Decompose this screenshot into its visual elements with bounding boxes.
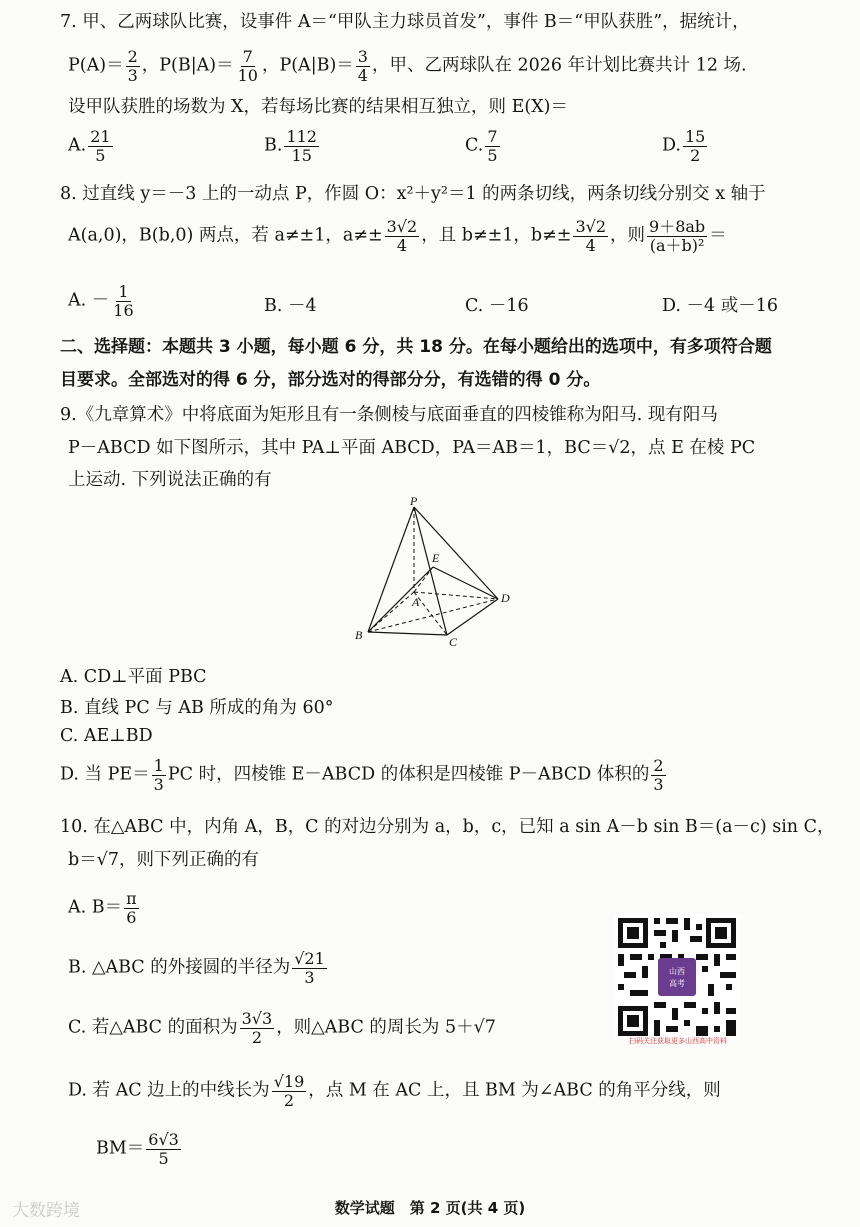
q7-stem-line1: 7. 甲、乙两球队比赛，设事件 A＝“甲队主力球员首发”，事件 B＝“甲队获胜”，据统计， bbox=[60, 12, 750, 32]
frac-num: √21 bbox=[294, 949, 325, 968]
watermark: 大数跨境 bbox=[12, 1201, 80, 1221]
label-d: D bbox=[501, 591, 510, 605]
frac-den: 2 bbox=[283, 1090, 295, 1110]
frac bbox=[88, 128, 112, 164]
frac-num: 21 bbox=[90, 127, 111, 146]
frac-den: (a＋b)² bbox=[649, 235, 705, 255]
frac bbox=[651, 757, 665, 793]
opt-text: D. 当 PE＝ bbox=[60, 764, 150, 785]
frac-num: 9＋8ab bbox=[649, 217, 706, 236]
q10-option-d-cont bbox=[96, 1131, 183, 1167]
qr-logo-text-2: 高考 bbox=[669, 979, 685, 988]
opt-label: D. bbox=[662, 135, 681, 156]
q8-option-c: C. －16 bbox=[465, 296, 529, 316]
frac-den: 3 bbox=[153, 774, 164, 794]
frac bbox=[111, 283, 135, 319]
q9-stem-line3: 上运动. 下列说法正确的有 bbox=[68, 470, 272, 490]
frac bbox=[647, 218, 707, 254]
q9-option-a: A. CD⊥平面 PBC bbox=[60, 667, 207, 687]
q10-option-c bbox=[68, 1010, 496, 1046]
opt-text: ，点 M 在 AC 上，且 BM 为∠ABC 的角平分线，则 bbox=[308, 1080, 721, 1101]
opt-text: ，则△ABC 的周长为 5＋√7 bbox=[276, 1017, 496, 1038]
frac-den: 5 bbox=[95, 145, 106, 165]
q7-option-b bbox=[264, 128, 321, 164]
q7-text: ，P(A|B)＝ bbox=[261, 55, 354, 76]
q7-frac-pab bbox=[356, 48, 370, 84]
frac-den: 4 bbox=[357, 65, 368, 85]
frac-num: 1 bbox=[118, 282, 129, 301]
q10-option-b bbox=[68, 950, 329, 986]
q7-frac-pa bbox=[126, 48, 140, 84]
frac-den: 16 bbox=[113, 300, 134, 320]
edge-eb bbox=[368, 567, 433, 632]
q10-stem-line2: b＝√7，则下列正确的有 bbox=[68, 850, 259, 870]
q8-text: ，则 bbox=[610, 225, 646, 246]
q7-text: ，P(B|A)＝ bbox=[141, 55, 234, 76]
frac-den: 10 bbox=[237, 65, 258, 85]
label-p: P bbox=[410, 495, 418, 508]
label-a: A bbox=[412, 595, 420, 609]
frac bbox=[683, 128, 707, 164]
opt-text: C. 若△ABC 的面积为 bbox=[68, 1017, 238, 1038]
edge-pb bbox=[368, 507, 414, 632]
label-e: E bbox=[432, 551, 440, 565]
label-c: C bbox=[449, 635, 458, 649]
frac-num: 1 bbox=[153, 756, 164, 775]
opt-text: D. 若 AC 边上的中线长为 bbox=[68, 1080, 270, 1101]
frac-num: π bbox=[126, 889, 137, 908]
q10-stem-line1: 10. 在△ABC 中，内角 A，B，C 的对边分别为 a，b，c，已知 a sin A－b sin B＝(a－c) sin C， bbox=[60, 817, 835, 837]
q10-option-d bbox=[68, 1073, 721, 1109]
opt-text: PC 时，四棱锥 E－ABCD 的体积是四棱锥 P－ABCD 体积的 bbox=[167, 764, 650, 785]
edge-pd bbox=[414, 507, 498, 599]
frac bbox=[146, 1131, 181, 1167]
frac-num: 2 bbox=[653, 756, 664, 775]
frac-den: 4 bbox=[396, 235, 407, 255]
q8-text: ＝ bbox=[709, 225, 727, 246]
frac bbox=[485, 128, 499, 164]
frac-den: 6 bbox=[126, 907, 137, 927]
frac bbox=[573, 218, 608, 254]
frac bbox=[272, 1073, 307, 1109]
q7-stem-line2 bbox=[68, 48, 820, 84]
edge-bc bbox=[368, 632, 447, 635]
qr-logo-text-1: 山西 bbox=[669, 967, 685, 976]
label-b: B bbox=[355, 628, 363, 642]
q9-option-b: B. 直线 PC 与 AB 所成的角为 60° bbox=[60, 698, 334, 718]
opt-text: A. B＝ bbox=[68, 897, 123, 918]
q8-option-d: D. －4 或－16 bbox=[662, 296, 778, 316]
frac bbox=[124, 890, 139, 926]
q8-text: A(a,0)，B(b,0) 两点，若 a≠±1，a≠± bbox=[68, 225, 383, 246]
opt-text: B. △ABC 的外接圆的半径为 bbox=[68, 957, 291, 978]
section2-header-line2: 目要求。全部选对的得 6 分，部分选对的得部分分，有选错的得 0 分。 bbox=[60, 370, 601, 390]
frac-num: 3 bbox=[357, 47, 368, 66]
q8-option-b: B. －4 bbox=[264, 296, 317, 316]
frac-num: √19 bbox=[273, 1072, 305, 1091]
frac-den: 2 bbox=[690, 145, 701, 165]
q9-option-d bbox=[60, 757, 668, 793]
q9-stem-line2: P－ABCD 如下图所示，其中 PA⊥平面 ABCD，PA＝AB＝1，BC＝√2，点 E 在棱 PC bbox=[68, 438, 756, 458]
opt-text: BM＝ bbox=[96, 1138, 145, 1159]
frac-den: 2 bbox=[251, 1027, 262, 1047]
frac-num: 2 bbox=[127, 47, 138, 66]
frac-num: 7 bbox=[242, 47, 253, 66]
opt-label: B. bbox=[264, 135, 283, 156]
q7-frac-pba bbox=[236, 48, 260, 84]
q8-text: ，且 b≠±1，b≠± bbox=[421, 225, 572, 246]
frac bbox=[284, 128, 319, 164]
q7-text: P(A)＝ bbox=[68, 55, 124, 76]
q9-stem-line1: 9.《九章算术》中将底面为矩形且有一条侧棱与底面垂直的四棱锥称为阳马. 现有阳马 bbox=[60, 405, 718, 425]
frac-num: 15 bbox=[684, 127, 706, 146]
edge-cd bbox=[447, 599, 498, 635]
frac bbox=[240, 1010, 275, 1046]
opt-label: A. － bbox=[68, 290, 110, 311]
frac-den: 4 bbox=[585, 235, 596, 255]
frac-den: 3 bbox=[127, 65, 138, 85]
q7-text: ，甲、乙两球队在 2026 年计划比赛共计 12 场. bbox=[371, 55, 747, 76]
q8-option-a bbox=[68, 283, 138, 319]
q7-option-a bbox=[68, 128, 115, 164]
pyramid-figure bbox=[350, 495, 525, 655]
q8-stem-line1: 8. 过直线 y＝－3 上的一动点 P，作圆 O：x²＋y²＝1 的两条切线，两条切线分别交 x 轴于 bbox=[60, 184, 766, 204]
frac-den: 5 bbox=[487, 145, 498, 165]
q7-option-c bbox=[465, 128, 502, 164]
frac-den: 3 bbox=[304, 967, 315, 987]
opt-label: A. bbox=[68, 135, 87, 156]
frac-num: 112 bbox=[286, 127, 317, 146]
frac-num: 6√3 bbox=[148, 1130, 179, 1149]
frac bbox=[152, 757, 166, 793]
frac-den: 5 bbox=[158, 1148, 169, 1168]
qr-code-icon[interactable] bbox=[614, 914, 740, 1040]
frac bbox=[385, 218, 420, 254]
q8-stem-line2 bbox=[68, 218, 820, 254]
qr-caption: 扫码关注获取更多山西高中资料 bbox=[629, 1037, 727, 1045]
q10-option-a bbox=[68, 890, 141, 926]
q7-stem-line3: 设甲队获胜的场数为 X，若每场比赛的结果相互独立，则 E(X)＝ bbox=[68, 97, 568, 117]
frac-num: 3√2 bbox=[575, 217, 607, 236]
frac-den: 3 bbox=[653, 774, 664, 794]
section2-header-line1: 二、选择题：本题共 3 小题，每小题 6 分，共 18 分。在每小题给出的选项中，有多项符合题 bbox=[60, 337, 772, 357]
frac-num: 3√2 bbox=[386, 217, 418, 236]
opt-label: C. bbox=[465, 135, 484, 156]
qr-center-logo bbox=[658, 958, 696, 996]
frac-num: 3√3 bbox=[241, 1009, 273, 1028]
q7-option-d bbox=[662, 128, 709, 164]
frac-num: 7 bbox=[487, 127, 498, 146]
frac-den: 15 bbox=[291, 145, 312, 165]
frac bbox=[292, 950, 327, 986]
q9-option-c: C. AE⊥BD bbox=[60, 726, 153, 746]
page-footer: 数学试题 第 2 页(共 4 页) bbox=[334, 1199, 526, 1217]
